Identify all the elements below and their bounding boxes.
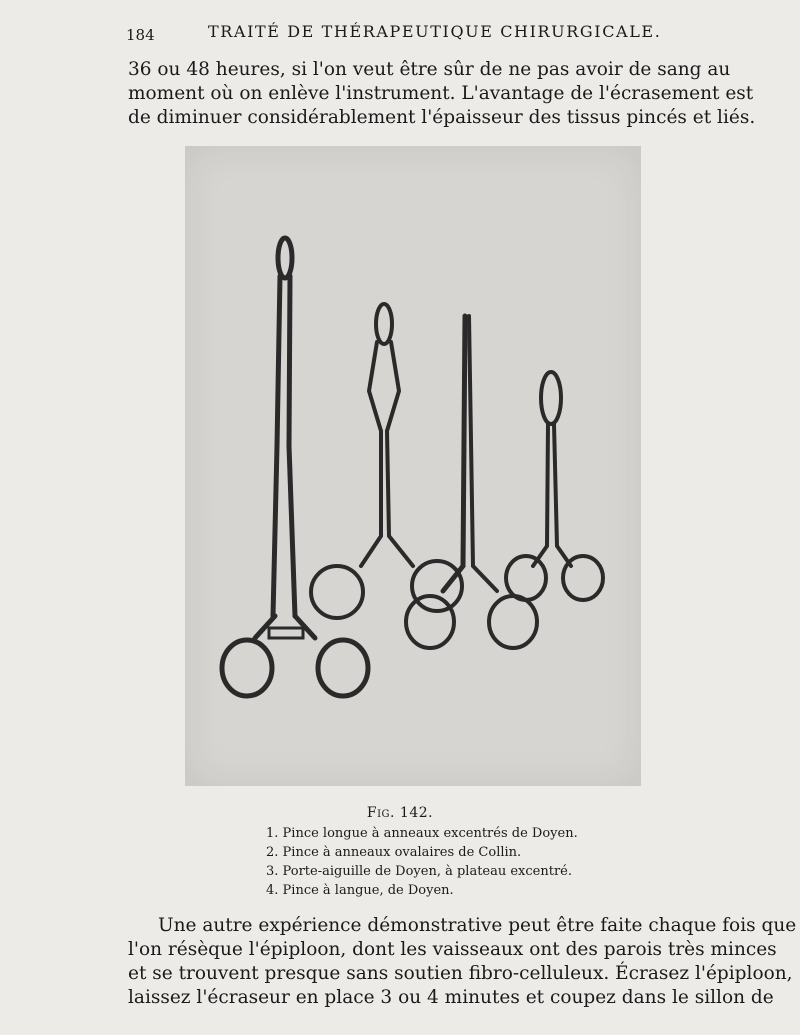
paragraph-bottom	[128, 914, 797, 1010]
paragraph-line: et se trouvent presque sans soutien fibro-celluleux. Écrasez l'épiploon,	[128, 963, 793, 984]
paragraph-line: de diminuer considérablement l'épaisseur des tissus pincés et liés.	[128, 107, 756, 128]
instrument-photograph	[185, 146, 641, 786]
instrument-2-oval-forceps	[311, 304, 462, 618]
paragraph-line: l'on résèque l'épiploon, dont les vaisseaux ont des parois très minces	[128, 939, 777, 960]
legend-item: 1. Pince longue à anneaux excentrés de Doyen.	[266, 826, 578, 841]
surgical-instruments-illustration	[185, 146, 641, 786]
page-number: 184	[126, 26, 155, 44]
legend-item: 3. Porte-aiguille de Doyen, à plateau excentré.	[266, 864, 573, 879]
paragraph-line: Une autre expérience démonstrative peut être faite chaque fois que	[158, 915, 797, 936]
paragraph-line: laissez l'écraseur en place 3 ou 4 minutes et coupez dans le sillon de	[128, 987, 774, 1008]
figure-legend	[266, 824, 578, 900]
paragraph-top	[128, 58, 756, 130]
legend-item: 2. Pince à anneaux ovalaires de Collin.	[266, 845, 522, 860]
legend-item: 4. Pince à langue, de Doyen.	[266, 883, 454, 898]
figure-caption-title: Fig. 142.	[366, 805, 434, 821]
instrument-1-long-forceps	[222, 238, 368, 696]
instrument-4-tongue-forceps	[506, 372, 603, 600]
paragraph-line: 36 ou 48 heures, si l'on veut être sûr de ne pas avoir de sang au	[128, 59, 731, 80]
paragraph-line: moment où on enlève l'instrument. L'avantage de l'écrasement est	[128, 83, 754, 104]
running-title: TRAITÉ DE THÉRAPEUTIQUE CHIRURGICALE.	[208, 22, 662, 41]
